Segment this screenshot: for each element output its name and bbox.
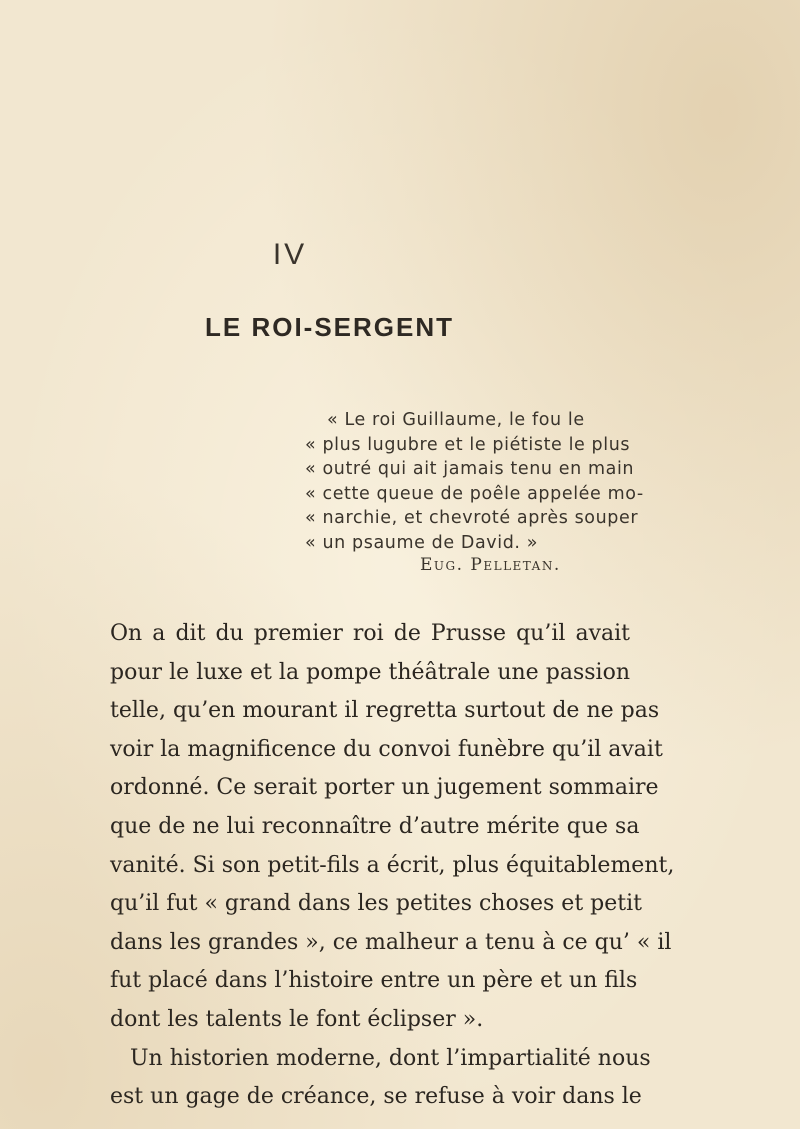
epigraph-line: « un psaume de David. »: [305, 532, 539, 553]
body-text: [110, 615, 675, 1117]
body-line: qu’il fut « grand dans les petites choses et petit: [110, 891, 642, 917]
epigraph-line: « plus lugubre et le piétiste le plus: [305, 434, 631, 455]
body-line: telle, qu’en mourant il regretta surtout de ne pas: [110, 698, 660, 724]
body-line: Un historien moderne, dont l’impartialité nous: [130, 1045, 651, 1071]
epigraph-attribution: Eug. Pelletan.: [420, 555, 561, 575]
body-line: vanité. Si son petit-fils a écrit, plus équitablement,: [110, 852, 675, 878]
epigraph-line: « outré qui ait jamais tenu en main: [305, 459, 635, 479]
body-line: fut placé dans l’histoire entre un père et un fils: [110, 968, 638, 994]
body-line: voir la magnificence du convoi funèbre qu’il avait: [110, 736, 663, 762]
epigraph-line: « cette queue de poêle appelée mo-: [305, 483, 644, 504]
body-line: ordonné. Ce serait porter un jugement sommaire: [110, 775, 659, 801]
body-line: dans les grandes », ce malheur a tenu à ce qu’ « il: [110, 929, 672, 955]
body-line: pour le luxe et la pompe théâtrale une passion: [110, 659, 630, 685]
epigraph-line: « Le roi Guillaume, le fou le: [327, 410, 585, 430]
body-line: dont les talents le font éclipser ».: [110, 1006, 484, 1032]
body-line: est un gage de créance, se refuse à voir dans le: [110, 1084, 642, 1110]
body-line: On a dit du premier roi de Prusse qu’il avait: [110, 621, 630, 646]
chapter-title: LE ROI-SERGENT: [205, 312, 455, 342]
epigraph: [305, 408, 644, 555]
epigraph-line: « narchie, et chevroté après souper: [305, 508, 639, 528]
body-line: que de ne lui reconnaître d’autre mérite que sa: [110, 813, 640, 839]
chapter-number: IV: [272, 238, 308, 271]
